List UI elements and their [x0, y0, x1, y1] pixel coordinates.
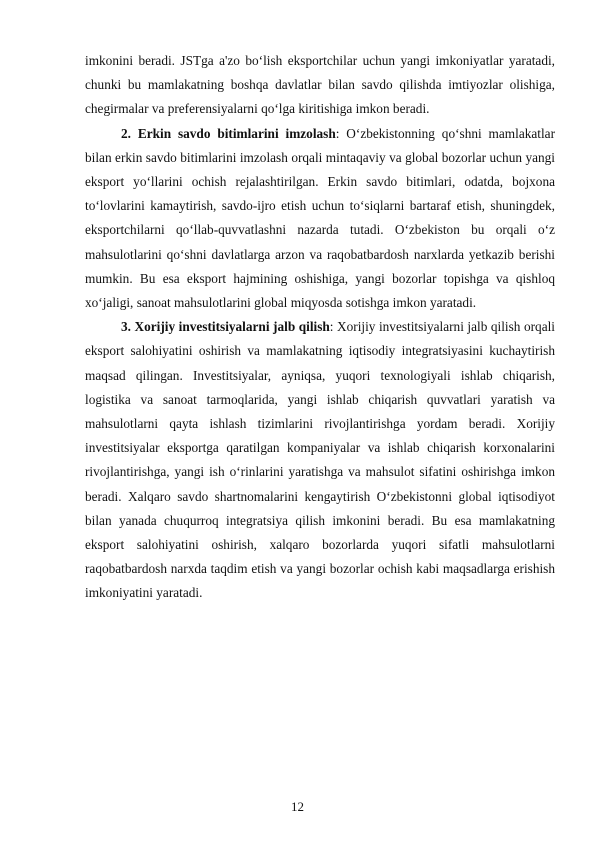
- paragraph-intro-text: imkonini beradi. JSTga a'zo bo‘lish eksportchilar uchun yangi imkoniyatlar yaratadi, chunki bu mamlakatning boshqa davlatlar bilan savdo qilishda imtiyozlar olishiga, chegirmalar va preferensiyalarni qo‘lga kiritishiga imkon beradi.: [85, 53, 555, 117]
- page-number: 12: [291, 799, 304, 814]
- paragraph-intro: [85, 49, 555, 122]
- foreign-investment-text: : Xorijiy investitsiyalarni jalb qilish orqali eksport salohiyatini oshirish va mamlakatning iqtisodiy integratsiyasini kuchaytirish maqsad qilingan. Investitsiyalar, ayniqsa, yuqori texnologiyali ishlab chiqarish, logistika va sanoat tarmoqlarida, yangi ishlab chiqarish quvvatlari yaratish va mahsulotlarni qayta ishlash tizimlarini rivojlantirishga yordam beradi. Xorijiy investitsiyalar eksportga qaratilgan kompaniyalar va ishlab chiqarish korxonalarini rivojlantirishga, yangi ish o‘rinlarini yaratishga va mahsulot sifatini oshirishga imkon beradi. Xalqaro savdo shartnomalarini kengaytirish O‘zbekistonni global iqtisodiyot bilan yanada chuqurroq integratsiya qilish imkonini beradi. Bu esa mamlakatning eksport salohiyatini oshirish, xalqaro bozorlarda yuqori sifatli mahsulotlarni raqobatbardosh narxda taqdim etish va yangi bozorlar ochish kabi maqsadlarga erishish imkoniyatini yaratadi.: [85, 319, 556, 601]
- foreign-investment-heading: 3. Xorijiy investitsiyalarni jalb qilish: [121, 319, 330, 335]
- page-body: [85, 49, 555, 606]
- free-trade-text: : O‘zbekistonning qo‘shni mamlakatlar bilan erkin savdo bitimlarini imzolash orqali mintaqaviy va global bozorlar uchun yangi eksport yo‘llarini ochish rejalashtirilgan. Erkin savdo bitimlari, odatda, bojxona to‘lovlarini kamaytirish, savdo-ijro etish uchun to‘siqlarni bartaraf etish, shuningdek, eksportchilarni qo‘llab-quvvatlashni nazarda tutadi. O‘zbekiston bu orqali o‘z mahsulotlarini qo‘shni davlatlarga arzon va raqobatbardosh narxlarda yetkazib berishi mumkin. Bu esa eksport hajmining oshishiga, yangi bozorlar topishga va qishloq xo‘jaligi, sanoat mahsulotlarini global miqyosda sotishga imkon yaratadi.: [85, 125, 556, 311]
- paragraph-free-trade-agreements: [85, 122, 555, 316]
- free-trade-heading: 2. Erkin savdo bitimlarini imzolash: [121, 125, 336, 141]
- paragraph-foreign-investment: [85, 315, 555, 605]
